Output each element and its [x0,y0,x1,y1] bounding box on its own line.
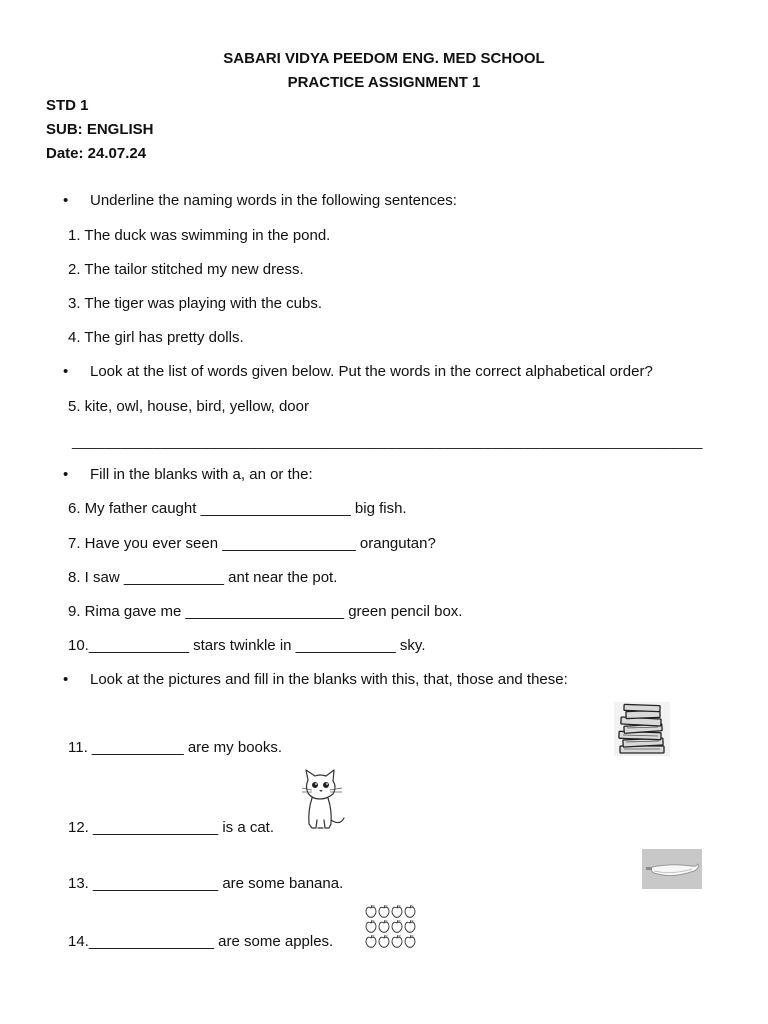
bullet-marker: • [63,466,69,483]
assignment-title: PRACTICE ASSIGNMENT 1 [287,74,481,91]
question-13: 13. _______________ are some banana. [68,875,344,892]
school-name: SABARI VIDYA PEEDOM ENG. MED SCHOOL [223,50,545,67]
question-9: 9. Rima gave me ___________________ green pencil box. [68,603,463,620]
question-12: 12. _______________ is a cat. [68,819,275,836]
bullet-marker: • [63,671,69,688]
subject-label: SUB: ENGLISH [46,121,154,138]
question-4: 4. The girl has pretty dolls. [68,329,244,346]
question-3: 3. The tiger was playing with the cubs. [68,295,323,312]
instruction-demonstratives: Look at the pictures and fill in the blanks with this, that, those and these: [90,671,568,688]
question-11: 11. ___________ are my books. [68,739,283,756]
cat-icon [298,768,348,832]
banana-icon [642,849,702,889]
question-10: 10.____________ stars twinkle in ____________ sky. [68,637,426,654]
date-label: Date: 24.07.24 [46,145,147,162]
instruction-naming-words: Underline the naming words in the following sentences: [90,192,457,209]
question-5: 5. kite, owl, house, bird, yellow, door [68,398,309,415]
instruction-articles: Fill in the blanks with a, an or the: [90,466,313,483]
question-1: 1. The duck was swimming in the pond. [68,227,331,244]
std-label: STD 1 [46,97,89,114]
instruction-alphabetical-order: Look at the list of words given below. Put the words in the correct alphabetical order? [90,363,653,380]
question-2: 2. The tailor stitched my new dress. [68,261,304,278]
question-14: 14._______________ are some apples. [68,933,334,950]
apples-icon [363,904,419,950]
question-7: 7. Have you ever seen ________________ orangutan? [68,535,436,552]
bullet-marker: • [63,192,69,209]
answer-line: ______________________________________________________________________________ [72,433,703,449]
question-8: 8. I saw ____________ ant near the pot. [68,569,338,586]
books-stack-icon [614,702,670,756]
bullet-marker: • [63,363,69,380]
question-6: 6. My father caught __________________ big fish. [68,500,407,517]
